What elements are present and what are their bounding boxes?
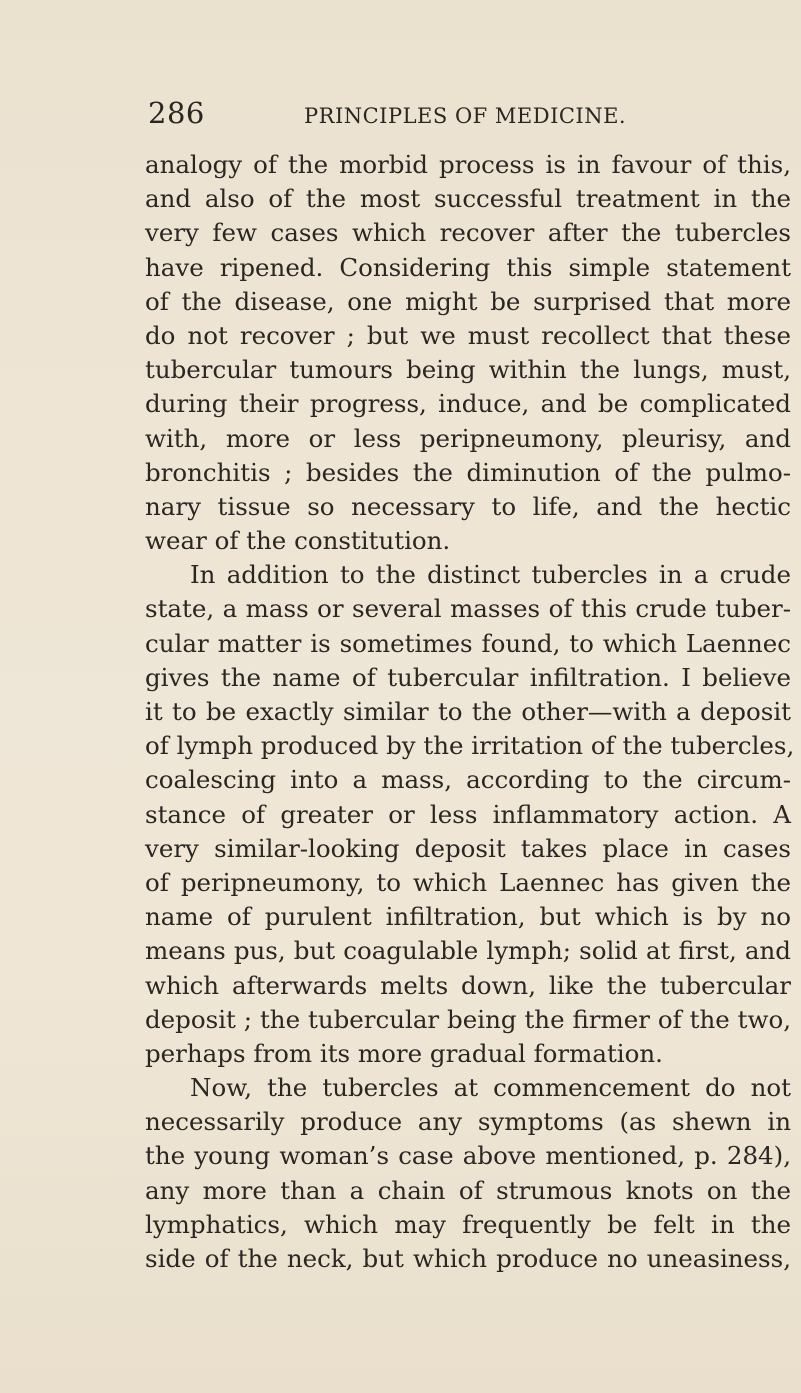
text-line: nary tissue so necessary to life, and the hectic	[145, 491, 791, 521]
body-text	[145, 148, 795, 1276]
text-line: which afterwards melts down, like the tubercular	[145, 970, 791, 1000]
text-line: name of purulent infiltration, but which is by no	[145, 902, 791, 932]
text-line: In addition to the distinct tubercles in a crude	[190, 560, 791, 590]
running-title: PRINCIPLES OF MEDICINE.	[304, 104, 627, 128]
text-line: necessarily produce any symptoms (as shewn in	[145, 1107, 791, 1137]
text-line: during their progress, induce, and be complicated	[145, 389, 791, 419]
text-line: Now, the tubercles at commencement do not	[190, 1073, 791, 1103]
text-line: state, a mass or several masses of this crude tuber-	[145, 594, 791, 624]
text-line: with, more or less peripneumony, pleurisy, and	[145, 423, 791, 453]
text-line: have ripened. Considering this simple statement	[145, 252, 791, 282]
text-line: bronchitis ; besides the diminution of the pulmo-	[145, 457, 791, 487]
text-line: and also of the most successful treatment in the	[145, 184, 791, 214]
text-line: of peripneumony, to which Laennec has given the	[145, 867, 791, 897]
text-line: it to be exactly similar to the other—with a deposit	[145, 697, 791, 726]
running-head	[148, 96, 788, 140]
text-line: any more than a chain of strumous knots on the	[145, 1175, 791, 1205]
text-line: perhaps from its more gradual formation.	[145, 1038, 663, 1068]
text-line: analogy of the morbid process is in favour of this,	[145, 150, 791, 179]
text-line: the young woman’s case above mentioned, p. 284),	[145, 1141, 791, 1171]
text-line: do not recover ; but we must recollect that these	[145, 320, 791, 350]
text-line: cular matter is sometimes found, to which Laennec	[145, 628, 791, 658]
page-number: 286	[148, 96, 205, 130]
text-line: coalescing into a mass, according to the circum-	[145, 765, 791, 795]
text-line: stance of greater or less inflammatory action. A	[145, 799, 791, 829]
text-line: very few cases which recover after the tubercles	[145, 218, 791, 248]
text-line: wear of the constitution.	[145, 526, 451, 556]
text-line: deposit ; the tubercular being the firmer of the two,	[145, 1004, 791, 1034]
text-line: of the disease, one might be surprised that more	[145, 286, 791, 316]
text-line: lymphatics, which may frequently be felt in the	[145, 1209, 791, 1239]
text-line: gives the name of tubercular infiltration. I believe	[145, 662, 791, 692]
text-line: of lymph produced by the irritation of the tubercles,	[145, 731, 795, 761]
text-line: means pus, but coagulable lymph; solid at first, and	[145, 936, 791, 966]
text-line: very similar-looking deposit takes place in cases	[145, 833, 791, 863]
text-line: side of the neck, but which produce no uneasiness,	[145, 1244, 791, 1273]
text-line: tubercular tumours being within the lungs, must,	[145, 355, 791, 385]
